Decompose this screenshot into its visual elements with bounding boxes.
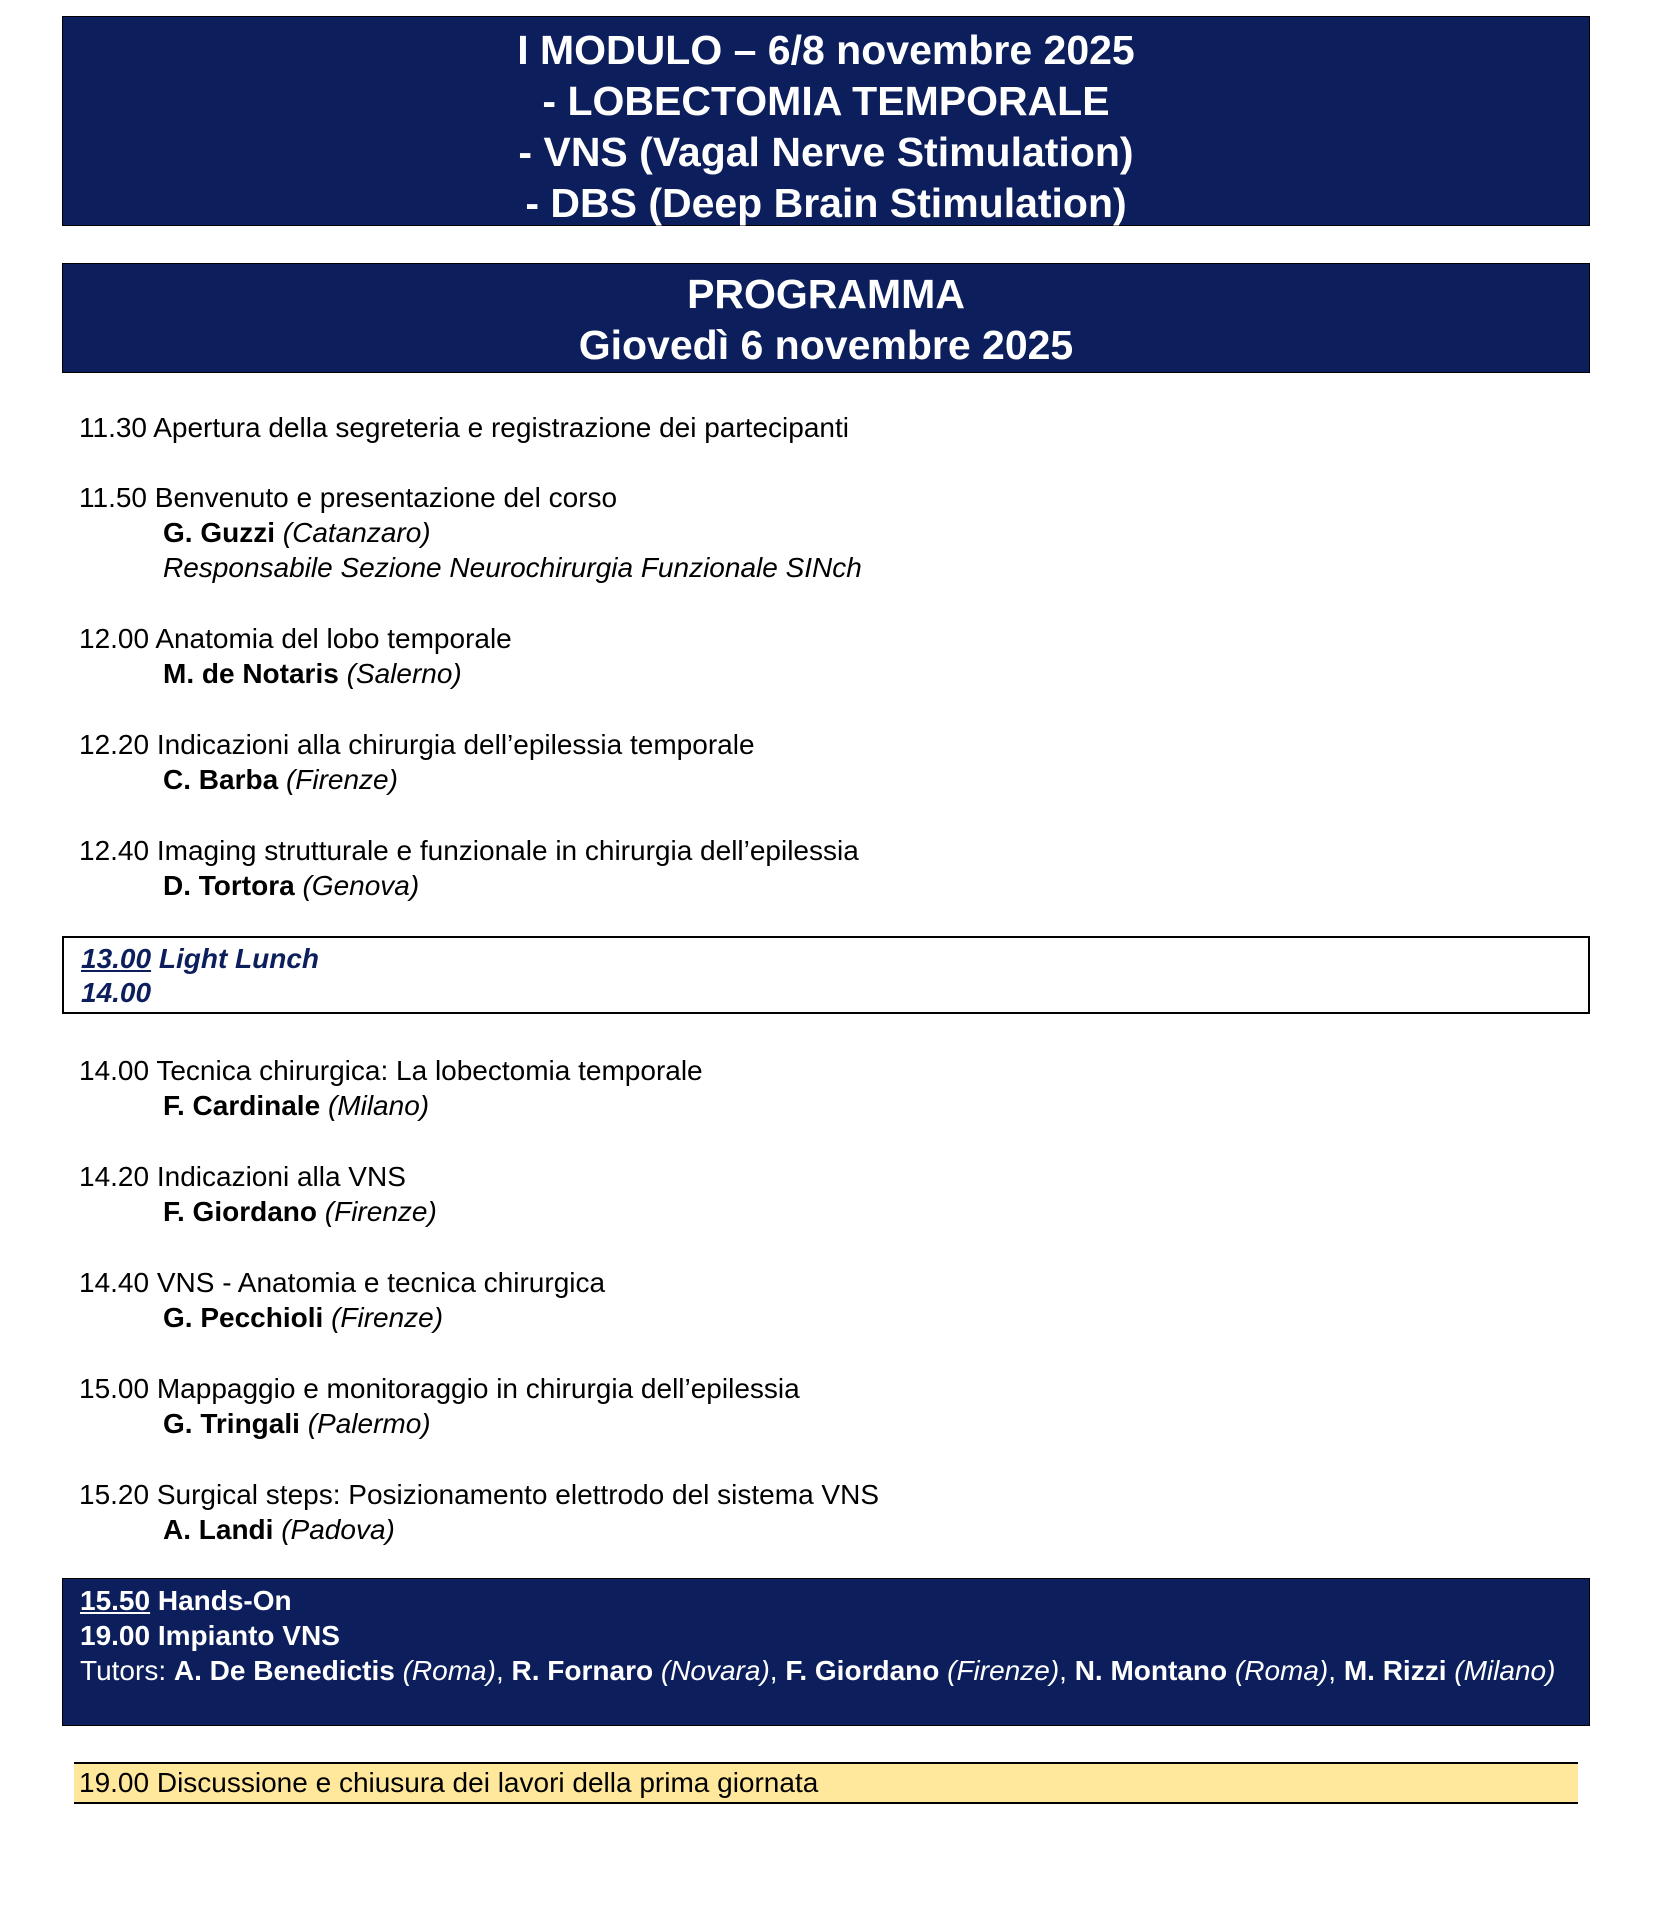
schedule-item	[79, 480, 862, 585]
handson-end-label: Impianto VNS	[157, 1620, 340, 1651]
speaker-city: (Milano)	[327, 1090, 430, 1121]
header-line-vns: - VNS (Vagal Nerve Stimulation)	[518, 129, 1134, 175]
tutors-list: Tutors: A. De Benedictis (Roma), R. Fornaro (Novara), F. Giordano (Firenze), N. Montano (Roma), M. Rizzi (Milano)	[80, 1655, 1556, 1686]
program-title: PROGRAMMA	[687, 271, 965, 317]
speaker-city: (Palermo)	[307, 1408, 431, 1439]
item-title: Tecnica chirurgica: La lobectomia temporale	[156, 1055, 703, 1086]
module-header	[62, 16, 1590, 226]
speaker-name: G. Tringali	[163, 1408, 300, 1439]
hands-on-session	[62, 1578, 1590, 1726]
schedule-item	[79, 1053, 703, 1123]
item-time: 15.20	[79, 1479, 150, 1510]
lunch-label: Light Lunch	[158, 943, 320, 974]
tutor-city: (Roma)	[1234, 1655, 1329, 1686]
speaker-city: (Genova)	[302, 870, 420, 901]
tutor-name: N. Montano	[1074, 1655, 1228, 1686]
speaker-city: (Firenze)	[285, 764, 398, 795]
handson-start-time: 15.50	[80, 1585, 151, 1616]
item-time: 15.00	[79, 1373, 150, 1404]
speaker-name: F. Cardinale	[163, 1090, 321, 1121]
schedule-item	[79, 621, 512, 691]
item-time: 14.20	[79, 1161, 150, 1192]
speaker-name: D. Tortora	[163, 870, 295, 901]
item-title: Benvenuto e presentazione del corso	[154, 482, 618, 513]
item-time: 14.40	[79, 1267, 150, 1298]
tutors-label: Tutors:	[80, 1655, 167, 1686]
speaker-note: Responsabile Sezione Neurochirurgia Funzionale SINch	[163, 552, 862, 583]
speaker-name: A. Landi	[163, 1514, 274, 1545]
speaker-city: (Catanzaro)	[282, 517, 431, 548]
item-title: VNS - Anatomia e tecnica chirurgica	[156, 1267, 606, 1298]
item-time: 12.20	[79, 729, 150, 760]
item-time: 11.50	[79, 482, 147, 513]
speaker-city: (Firenze)	[331, 1302, 444, 1333]
schedule-item	[79, 410, 849, 445]
lunch-start-time: 13.00	[81, 943, 152, 974]
speaker-name: G. Guzzi	[163, 517, 275, 548]
tutor-city: (Firenze)	[947, 1655, 1060, 1686]
tutor-name: R. Fornaro	[511, 1655, 654, 1686]
item-time: 14.00	[79, 1055, 150, 1086]
schedule-item	[79, 833, 859, 903]
speaker-name: F. Giordano	[163, 1196, 317, 1227]
schedule-item	[79, 727, 755, 797]
lunch-end-time: 14.00	[81, 977, 152, 1008]
speaker-city: (Firenze)	[324, 1196, 437, 1227]
schedule-item	[79, 1371, 800, 1441]
speaker-city: (Padova)	[281, 1514, 395, 1545]
closing-item	[74, 1762, 1578, 1804]
item-title: Surgical steps: Posizionamento elettrodo del sistema VNS	[156, 1479, 879, 1510]
tutor-city: (Milano)	[1454, 1655, 1556, 1686]
speaker-name: C. Barba	[163, 764, 279, 795]
item-title: Apertura della segreteria e registrazione dei partecipanti	[153, 412, 849, 443]
item-title: Indicazioni alla VNS	[156, 1161, 406, 1192]
tutor-city: (Novara)	[660, 1655, 770, 1686]
speaker-city: (Salerno)	[346, 658, 462, 689]
schedule-item	[79, 1159, 437, 1229]
schedule-item	[79, 1265, 605, 1335]
item-title: Mappaggio e monitoraggio in chirurgia dell’epilessia	[156, 1373, 800, 1404]
program-header	[62, 263, 1590, 373]
closing-time: 19.00	[79, 1767, 150, 1798]
tutor-city: (Roma)	[402, 1655, 496, 1686]
handson-end-time: 19.00	[80, 1620, 151, 1651]
header-line-lobectomia: - LOBECTOMIA TEMPORALE	[542, 78, 1110, 124]
tutor-name: F. Giordano	[785, 1655, 940, 1686]
program-date: Giovedì 6 novembre 2025	[578, 322, 1074, 368]
lunch-break	[62, 936, 1590, 1014]
speaker-name: M. de Notaris	[163, 658, 339, 689]
item-title: Indicazioni alla chirurgia dell’epilessia temporale	[156, 729, 755, 760]
speaker-name: G. Pecchioli	[163, 1302, 324, 1333]
item-time: 12.00	[79, 623, 150, 654]
handson-label: Hands-On	[157, 1585, 292, 1616]
tutor-name: M. Rizzi	[1343, 1655, 1447, 1686]
header-line-module: I MODULO – 6/8 novembre 2025	[517, 27, 1135, 73]
header-line-dbs: - DBS (Deep Brain Stimulation)	[525, 180, 1127, 226]
item-time: 11.30	[79, 412, 147, 443]
item-time: 12.40	[79, 835, 150, 866]
schedule-item	[79, 1477, 879, 1547]
closing-title: Discussione e chiusura dei lavori della prima giornata	[156, 1767, 819, 1798]
item-title: Imaging strutturale e funzionale in chirurgia dell’epilessia	[156, 835, 859, 866]
tutor-name: A. De Benedictis	[173, 1655, 395, 1686]
item-title: Anatomia del lobo temporale	[155, 623, 512, 654]
